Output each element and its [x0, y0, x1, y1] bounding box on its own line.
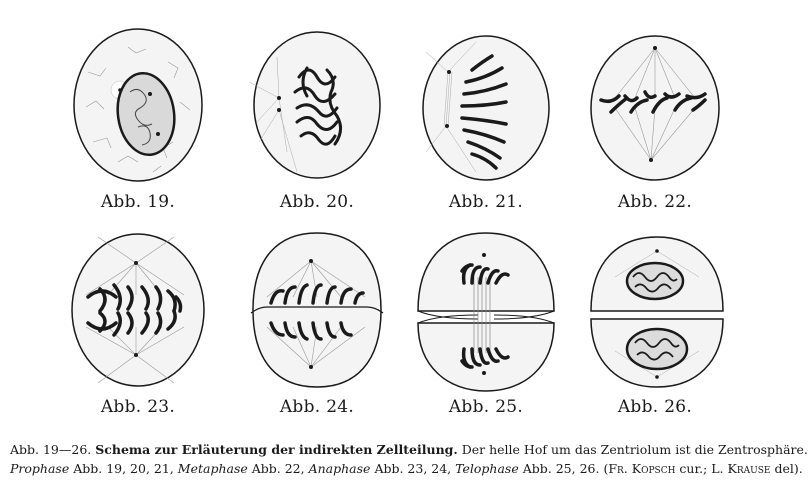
cell-metaphase-illustration: [575, 22, 735, 192]
metaphase-refs: Abb. 22,: [251, 461, 305, 476]
figure-label: Abb. 26.: [617, 397, 693, 417]
telophase-refs: Abb. 25, 26.: [522, 461, 600, 476]
credit-author1: Kopsch: [631, 461, 676, 476]
credit-open: (: [603, 461, 609, 476]
figure-abb-21: [406, 22, 566, 227]
credit-author1-role: cur.;: [679, 461, 708, 476]
figure-label: Abb. 21.: [448, 192, 524, 212]
credit-author2-role: del).: [774, 461, 803, 476]
figure-abb-25: [406, 227, 566, 432]
credit-author2: Krause: [727, 461, 771, 476]
caption-text: Der helle Hof um das Zentriolum ist die Zentrosphäre.: [461, 442, 808, 457]
prophase-term: Prophase: [10, 461, 70, 476]
figure-abb-26: [575, 227, 735, 432]
caption-title: Schema zur Erläuterung der indirekten Zellteilung.: [95, 442, 458, 457]
metaphase-term: Metaphase: [177, 461, 248, 476]
credit-author1-initials: Fr.: [608, 461, 628, 476]
figure-abb-22: [575, 22, 735, 227]
cell-anaphase-late-illustration: [237, 227, 397, 397]
figure-label: Abb. 20.: [279, 192, 355, 212]
cell-telophase-late-illustration: [575, 227, 735, 397]
figure-label: Abb. 24.: [279, 397, 355, 417]
cell-prophase-early-illustration: [58, 22, 218, 192]
cell-anaphase-early-illustration: [58, 227, 218, 397]
figure-abb-24: [237, 227, 397, 432]
figure-label: Abb. 23.: [100, 397, 176, 417]
figure-caption: [10, 440, 808, 478]
caption-ref: Abb. 19—26.: [10, 442, 92, 457]
figure-label: Abb. 22.: [617, 192, 693, 212]
credit: [603, 461, 802, 476]
cell-prophase-late-illustration: [406, 22, 566, 192]
figure-label: Abb. 25.: [448, 397, 524, 417]
caption-line-1: [10, 440, 808, 459]
anaphase-term: Anaphase: [308, 461, 371, 476]
figure-abb-23: [58, 227, 218, 432]
telophase-term: Telophase: [455, 461, 519, 476]
anaphase-refs: Abb. 23, 24,: [374, 461, 452, 476]
cell-prophase-mid-illustration: [237, 22, 397, 192]
figure-abb-19: [58, 22, 218, 227]
cell-telophase-early-illustration: [406, 227, 566, 397]
figure-abb-20: [237, 22, 397, 227]
prophase-refs: Abb. 19, 20, 21,: [73, 461, 174, 476]
figure-label: Abb. 19.: [100, 192, 176, 212]
caption-line-2: [10, 459, 803, 478]
credit-author2-initials: L.: [711, 461, 724, 476]
